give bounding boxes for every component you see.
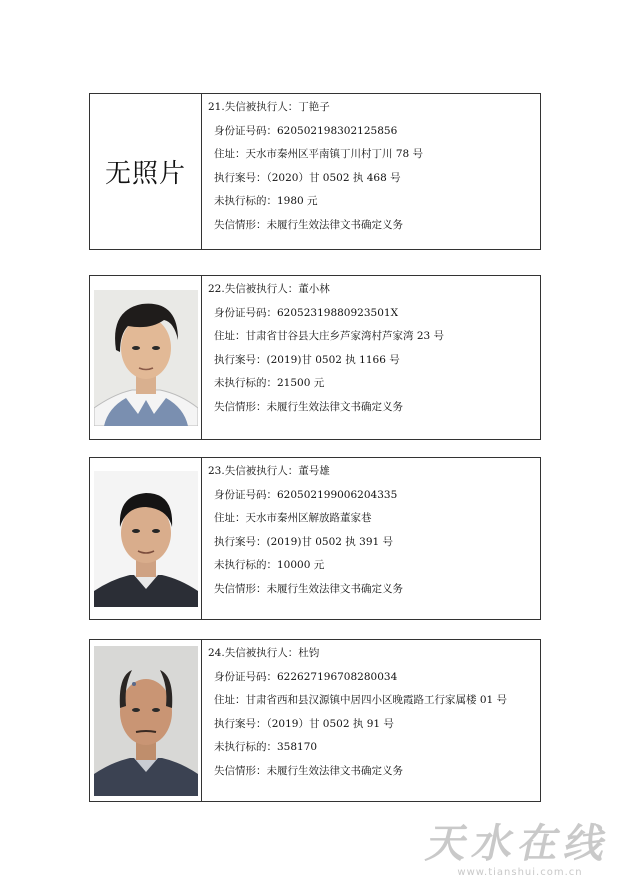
unexecuted-amount: 未执行标的：10000 元 [214, 559, 325, 571]
address: 住址：甘肃省甘谷县大庄乡芦家湾村芦家湾 23 号 [214, 330, 445, 342]
unexecuted-amount: 未执行标的：358170 [214, 741, 318, 753]
record-title: 21.失信被执行人：丁艳子 [208, 101, 330, 113]
record-info [202, 276, 540, 439]
id-number: 身份证号码：620502199006204335 [214, 488, 398, 501]
record-card-23 [89, 457, 541, 620]
person-photo [94, 471, 198, 607]
portrait-image [94, 646, 198, 796]
unexecuted-amount: 未执行标的：21500 元 [214, 377, 325, 389]
id-number: 身份证号码：62052319880923501X [214, 306, 399, 319]
id-number: 身份证号码：622627196708280034 [214, 670, 398, 683]
case-number: 执行案号：（2019）甘 0502 执 91 号 [214, 717, 394, 730]
case-number: 执行案号：(2019)甘 0502 执 391 号 [214, 535, 394, 548]
photo-cell [90, 276, 202, 439]
record-title: 23.失信被执行人：董号雄 [208, 465, 330, 477]
address: 住址：天水市秦州区解放路董家巷 [214, 512, 372, 524]
portrait-image [94, 471, 198, 607]
record-card-21 [89, 93, 541, 250]
default-situation: 失信情形：未履行生效法律文书确定义务 [214, 764, 403, 777]
watermark-url: www.tianshui.com.cn [457, 867, 583, 878]
photo-cell [90, 458, 202, 619]
photo-cell [90, 94, 202, 249]
record-card-24 [89, 639, 541, 802]
watermark-logo: 天水在线 [422, 821, 617, 867]
record-info [202, 94, 540, 249]
site-watermark [422, 812, 617, 878]
record-title: 22.失信被执行人：董小林 [208, 283, 330, 295]
record-title: 24.失信被执行人：杜钧 [208, 647, 320, 659]
person-photo [94, 646, 198, 796]
photo-cell [90, 640, 202, 801]
case-number: 执行案号：（2020）甘 0502 执 468 号 [214, 171, 401, 184]
record-info [202, 458, 540, 619]
address: 住址：甘肃省西和县汉源镇中居四小区晚霞路工行家属楼 01 号 [214, 694, 508, 706]
default-situation: 失信情形：未履行生效法律文书确定义务 [214, 400, 403, 413]
case-number: 执行案号：(2019)甘 0502 执 1166 号 [214, 353, 400, 366]
no-photo-label: 无照片 [104, 159, 186, 189]
address: 住址：天水市秦州区平南镇丁川村丁川 78 号 [214, 148, 424, 160]
unexecuted-amount: 未执行标的：1980 元 [214, 195, 318, 207]
id-number: 身份证号码：620502198302125856 [214, 124, 398, 137]
default-situation: 失信情形：未履行生效法律文书确定义务 [214, 582, 403, 595]
person-photo [94, 290, 198, 426]
record-card-22 [89, 275, 541, 440]
record-info [202, 640, 540, 801]
default-situation: 失信情形：未履行生效法律文书确定义务 [214, 218, 403, 231]
portrait-image [94, 290, 198, 426]
